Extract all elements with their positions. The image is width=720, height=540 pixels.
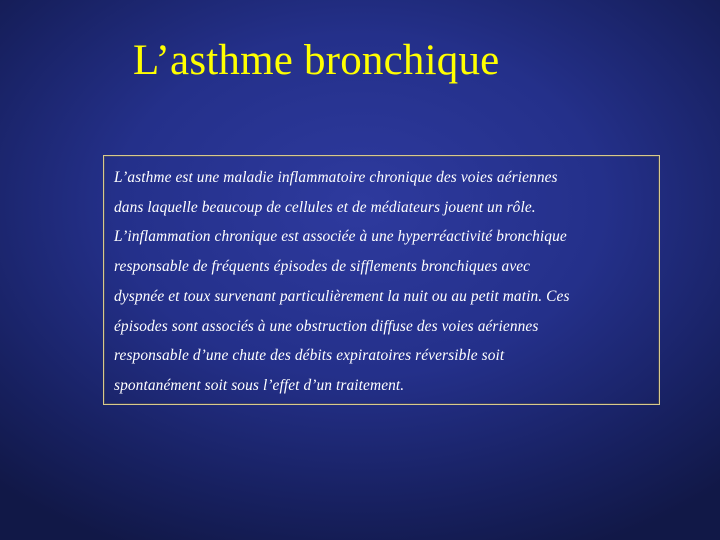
definition-line: responsable d’une chute des débits expiratoires réversible soit xyxy=(114,347,505,365)
definition-line: dyspnée et toux survenant particulièrement la nuit ou au petit matin. Ces xyxy=(114,287,570,305)
definition-text-box xyxy=(103,155,660,405)
definition-line: dans laquelle beaucoup de cellules et de médiateurs jouent un rôle. xyxy=(114,198,536,216)
definition-line: L’asthme est une maladie inflammatoire chronique des voies aériennes xyxy=(114,169,558,186)
definition-line: responsable de fréquents épisodes de sifflements bronchiques avec xyxy=(114,258,531,276)
definition-line: L’inflammation chronique est associée à une hyperréactivité bronchique xyxy=(114,228,567,246)
slide-title: L’asthme bronchique xyxy=(133,37,500,84)
definition-line: épisodes sont associés à une obstruction diffuse des voies aériennes xyxy=(114,317,539,335)
definition-line: spontanément soit sous l’effet d’un traitement. xyxy=(114,376,405,394)
